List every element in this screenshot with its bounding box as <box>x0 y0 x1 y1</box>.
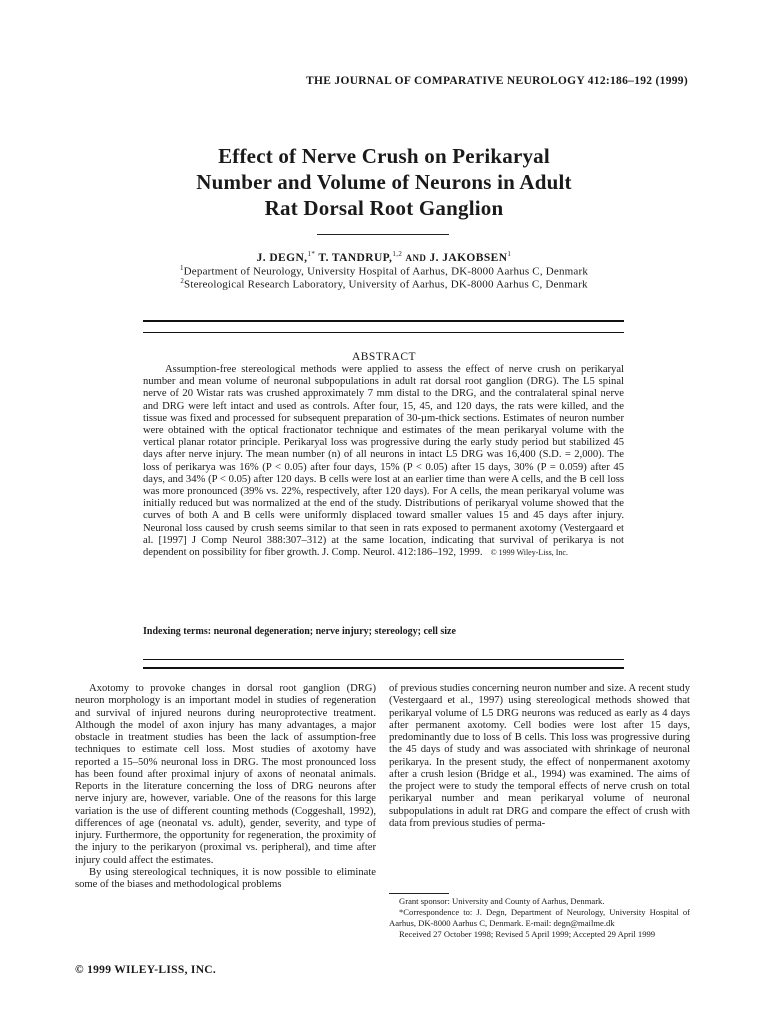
body-paragraph: of previous studies concerning neuron number and size. A recent study (Vestergaard et al., 1997) using stereological methods showed that perikaryal volume of L5 DRG neurons was reduced as early as 4 days after permanent axotomy. Cell bodies were lost after 15 days, predominantly due to loss of B cells. This loss was progressive during the 45 days of study and was associated with shrinkage of neuronal perikarya. In the present study, the effect of nonpermanent axotomy after a crush lesion (Bridge et al., 1994) was examined. The aims of the project were to study the temporal effects of nerve crush on total perikaryal number and mean perikaryal volume of neuronal subpopulations in adult rat DRG and compare the effect of crush with data from previous studies of perma- <box>389 683 690 829</box>
affiliation-1-text: Department of Neurology, University Hospital of Aarhus, DK-8000 Aarhus C, Denmark <box>183 265 589 278</box>
abstract-top-rule-thin <box>143 332 624 333</box>
affiliation-2 <box>0 277 768 291</box>
abstract-text: Assumption-free stereological methods were applied to assess the effect of nerve crush on perikaryal number and mean volume of neuronal subpopulations in adult rat dorsal root ganglion (DRG). The L5 spinal nerve of 20 Wistar rats was crushed approximately 7 mm distal to the DRG, and the contralateral spinal nerve and DRG were left intact and used as controls. After four, 15, 45, and 120 days, the rats were killed, and the tissue was fixed and processed for subsequent preparation of 30-µm-thick sections. Estimates of neuron number were obtained with the optical fractionator technique and estimates of the mean perikaryal volume with the vertical planar rotator principle. Perikaryal loss was progressive during the early study period but stabilized 45 days after nerve injury. The mean number (n) of all neurons in intact L5 DRG was 16,400 (S.D. = 2,000). The loss of perikarya was 16% (P < 0.05) after four days, 15% (P < 0.05) after 15 days, 30% (P = 0.059) after 45 days, and 34% (P < 0.05) after 120 days. B cells were lost at an earlier time than were A cells, and the B cell loss was more pronounced (39% vs. 22%, respectively, after 120 days). For A cells, the mean perikaryal volume was initially reduced but was normalized at the end of the study. Distributions of perikaryal volume showed that the curves of both A and B cells were uniformly displaced toward smaller values 15 and 45 days after injury. Neuronal loss caused by crush seems similar to that seen in rats exposed to permanent axotomy (Vestergaard et al. [1997] J Comp Neurol 388:307–312) at the same location, indicating that survival of perikarya is not dependent on possibility for fiber growth. J. Comp. Neurol. 412:186–192, 1999. <box>143 364 624 559</box>
footnote-grant: Grant sponsor: University and County of Aarhus, Denmark. <box>399 896 605 906</box>
paper-title <box>0 143 768 221</box>
body-paragraph: By using stereological techniques, it is now possible to eliminate some of the biases and methodological problems <box>75 866 376 890</box>
abstract-body <box>143 364 624 559</box>
author-1-affil: 1* <box>307 250 316 258</box>
abstract-heading: ABSTRACT <box>351 351 417 363</box>
author-1: J. DEGN, <box>256 251 308 264</box>
publisher-copyright: © 1999 WILEY-LISS, INC. <box>75 964 217 976</box>
title-line-3: Rat Dorsal Root Ganglion <box>264 196 504 220</box>
abstract-bottom-rule-thin <box>143 659 624 660</box>
body-column-right <box>389 683 690 830</box>
title-line-2: Number and Volume of Neurons in Adult <box>196 170 572 194</box>
affiliation-2-marker: 2 <box>180 277 185 285</box>
author-and: AND <box>405 252 427 263</box>
affiliation-1 <box>0 264 768 278</box>
affiliation-1-marker: 1 <box>179 264 184 272</box>
affiliation-2-text: Stereological Research Laboratory, University of Aarhus, DK-8000 Aarhus C, Denmark <box>184 278 588 291</box>
journal-header: THE JOURNAL OF COMPARATIVE NEUROLOGY 412:186–192 (1999) <box>306 75 688 87</box>
footnote-dates: Received 27 October 1998; Revised 5 April 1999; Accepted 29 April 1999 <box>399 929 656 939</box>
abstract-bottom-rule <box>143 667 624 669</box>
title-divider <box>317 234 449 235</box>
abstract-copyright: © 1999 Wiley-Liss, Inc. <box>490 548 568 558</box>
author-3: J. JAKOBSEN <box>429 251 508 264</box>
body-paragraph: Axotomy to provoke changes in dorsal root ganglion (DRG) neuron morphology is an important model in studies of regeneration and survival of injured neurons during neuroprotective treatment. Although the model of axon injury has many advantages, a major obstacle in treatment studies has been the lack of assumption-free techniques to estimate cell loss. Most studies of axotomy have reported a 15–50% neuronal loss in DRG. The most pronounced loss has been found after proximal injury of axons of neonatal animals. Reports in the literature concerning the loss of DRG neurons after nerve injury are, however, variable. One of the reasons for this large variation is the use of different counting methods (Coggeshall, 1992), differences of age (neonatal vs. adult), gender, severity, and type of injury. Furthermore, the opportunity for regeneration, the proximity of the injury to the perikaryon (proximal vs. peripheral), and time after injury could affect the estimates. <box>75 683 376 866</box>
title-line-1: Effect of Nerve Crush on Perikaryal <box>218 144 550 168</box>
author-3-affil: 1 <box>507 250 512 258</box>
footnote-correspondence: *Correspondence to: J. Degn, Department of Neurology, University Hospital of Aarhus, DK-8000 Aarhus C, Denmark. E-mail: degn@mailme.dk <box>389 907 690 928</box>
indexing-list: neuronal degeneration; nerve injury; stereology; cell size <box>213 626 456 637</box>
author-list <box>0 250 768 264</box>
indexing-label: Indexing terms: <box>143 626 212 637</box>
footnote-divider <box>389 893 449 894</box>
indexing-terms <box>143 626 624 637</box>
abstract-top-rule <box>143 320 624 322</box>
footnotes <box>389 896 690 940</box>
author-2-affil: 1,2 <box>392 250 403 258</box>
author-2: T. TANDRUP, <box>318 251 393 264</box>
body-column-left <box>75 683 376 891</box>
